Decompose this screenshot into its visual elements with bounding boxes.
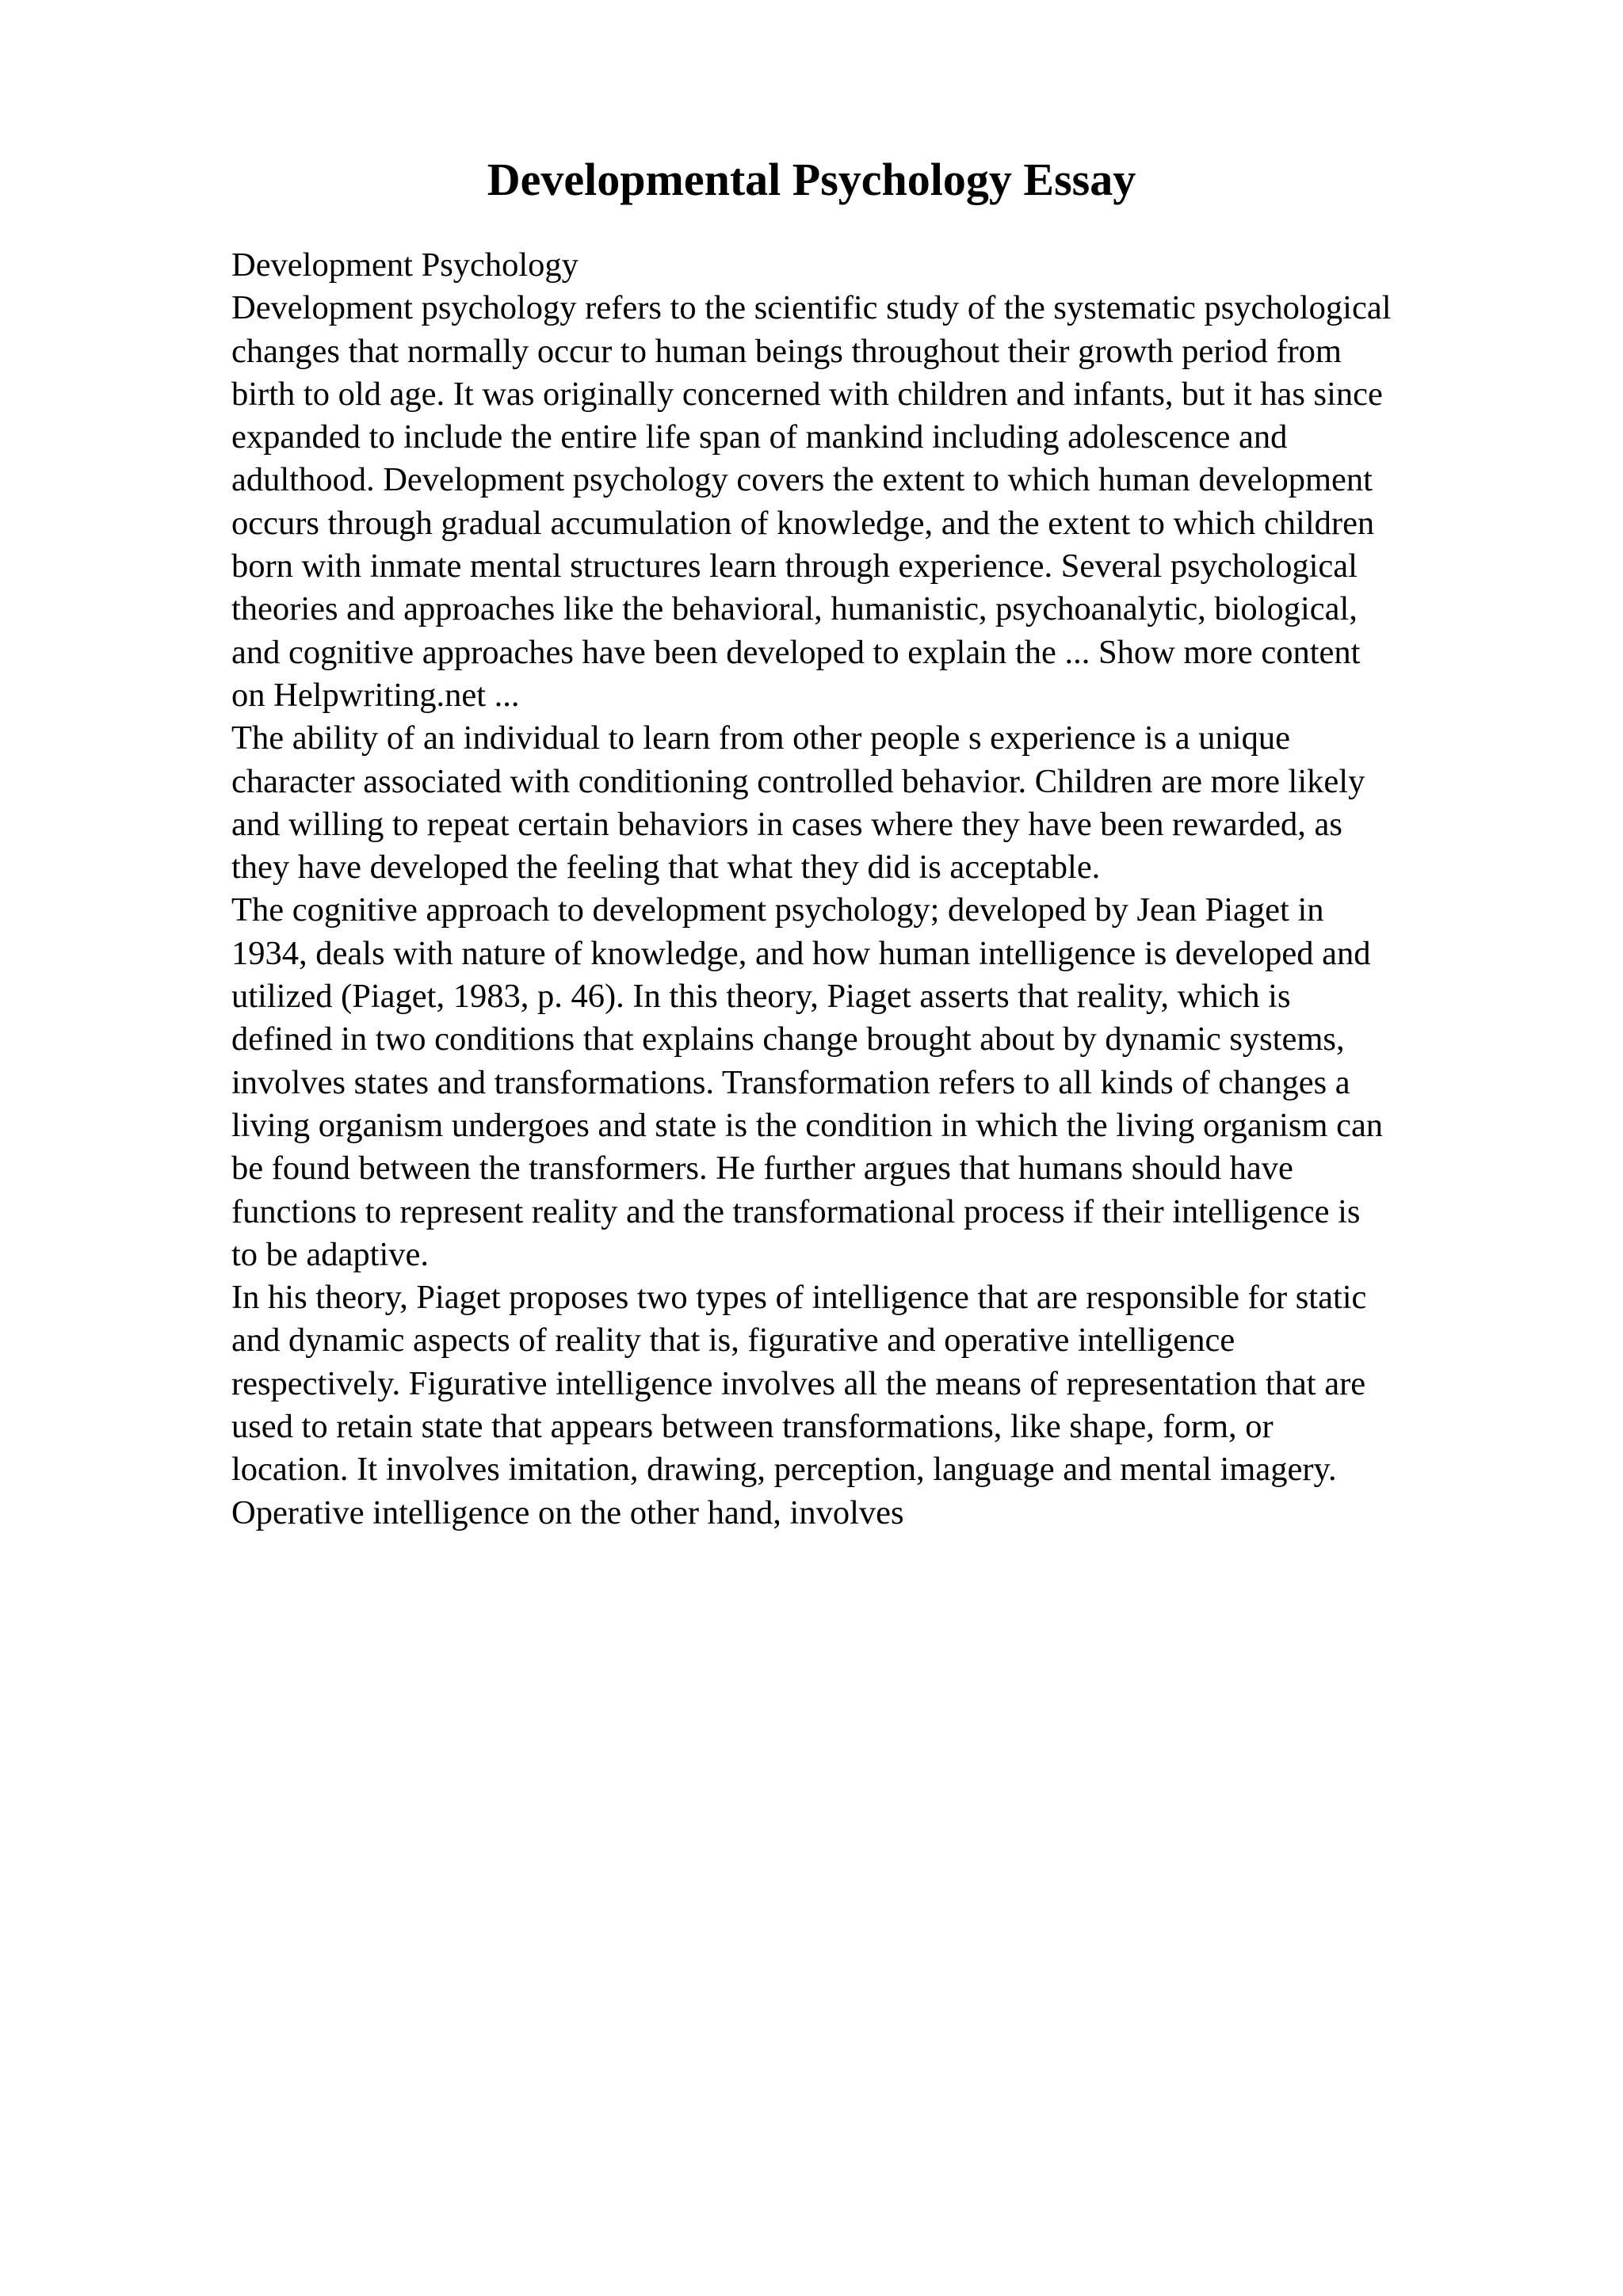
text-line: respectively. Figurative intelligence involves all the means of representation that are [231,1364,1366,1402]
text-line: theories and approaches like the behavioral, humanistic, psychoanalytic, biological, [231,590,1358,628]
text-line: occurs through gradual accumulation of knowledge, and the extent to which children [231,504,1375,542]
text-line: adulthood. Development psychology covers the extent to which human development [231,461,1373,499]
text-line: involves states and transformations. Transformation refers to all kinds of changes a [231,1063,1350,1101]
text-line: be found between the transformers. He further argues that humans should have [231,1150,1293,1188]
text-line: defined in two conditions that explains change brought about by dynamic systems, [231,1020,1345,1058]
text-line: The ability of an individual to learn from other people s experience is a unique [231,719,1290,757]
text-line: 1934, deals with nature of knowledge, and how human intelligence is developed and [231,934,1371,972]
text-line: Development Psychology [231,246,579,284]
text-line: Development psychology refers to the scientific study of the systematic psychological [231,289,1392,327]
text-line: In his theory, Piaget proposes two types of intelligence that are responsible for static [231,1279,1367,1317]
text-line: they have developed the feeling that what they did is acceptable. [231,849,1101,887]
text-line: expanded to include the entire life span of mankind including adolescence and [231,418,1288,456]
text-line: born with inmate mental structures learn through experience. Several psychological [231,547,1358,585]
text-line: birth to old age. It was originally concerned with children and infants, but it has since [231,375,1383,413]
page-title: Developmental Psychology Essay [487,154,1136,205]
text-line: used to retain state that appears between transformations, like shape, form, or [231,1408,1274,1446]
text-line: functions to represent reality and the transformational process if their intelligence is [231,1192,1361,1230]
text-line: living organism undergoes and state is the condition in which the living organism can [231,1106,1384,1144]
text-line: on Helpwriting.net ... [231,676,520,714]
essay-body [231,244,1531,1535]
text-line: and cognitive approaches have been developed to explain the ... Show more content [231,633,1361,671]
text-line: The cognitive approach to development psychology; developed by Jean Piaget in [231,891,1324,929]
text-line: Operative intelligence on the other hand, involves [231,1493,904,1531]
text-line: location. It involves imitation, drawing, perception, language and mental imagery. [231,1451,1337,1489]
text-line: character associated with conditioning controlled behavior. Children are more likely [231,762,1365,800]
text-line: to be adaptive. [231,1235,430,1273]
text-line: changes that normally occur to human beings throughout their growth period from [231,332,1342,370]
text-line: and willing to repeat certain behaviors in cases where they have been rewarded, as [231,805,1342,843]
text-line: and dynamic aspects of reality that is, figurative and operative intelligence [231,1322,1235,1360]
text-line: utilized (Piaget, 1983, p. 46). In this theory, Piaget asserts that reality, which is [231,978,1291,1016]
